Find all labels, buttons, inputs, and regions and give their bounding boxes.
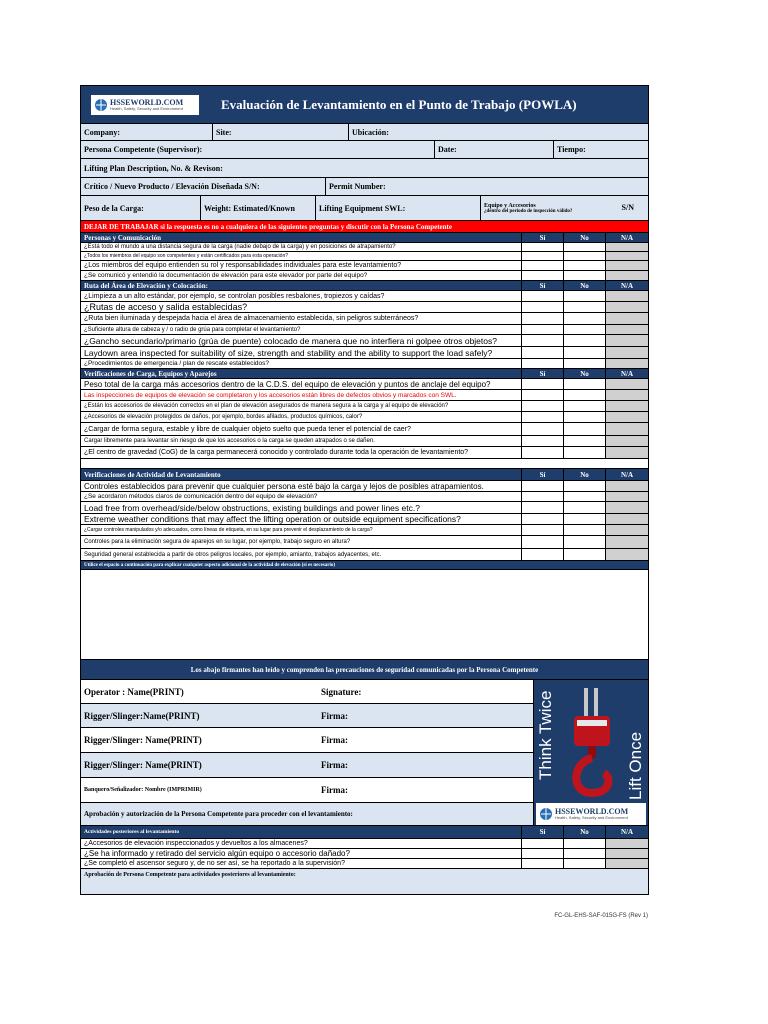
checkbox-no[interactable] <box>564 502 606 513</box>
checkbox-na[interactable] <box>606 325 648 334</box>
checkbox-na[interactable] <box>606 423 648 435</box>
checklist-row <box>81 379 648 390</box>
checkbox-si[interactable] <box>522 549 564 560</box>
powla-form <box>80 85 649 895</box>
checklist-question: ¿Los miembros del equipo entienden su rol y responsabilidades individuales para este levantamiento? <box>81 261 522 270</box>
checklist-question: ¿Limpieza a un alto estándar, por ejemplo, se controlan posibles resbalones, tropiezos y caídas? <box>81 291 522 301</box>
date-field[interactable]: Date: <box>435 141 554 158</box>
lift-once-text: Lift Once <box>626 731 645 800</box>
post-lift-section <box>81 826 648 869</box>
section-header <box>81 826 648 839</box>
checkbox-na[interactable] <box>606 302 648 312</box>
checkbox-no[interactable] <box>564 313 606 324</box>
checkbox-no[interactable] <box>564 302 606 312</box>
checklist-question: ¿Suficiente altura de cabeza y / o radio de grúa para completar el levantamiento? <box>81 325 522 334</box>
checklist-question: Cargar libremente para levantar sin riesgo de que los accesorios o la carga se queden atrapados o se dañen. <box>81 436 522 446</box>
operator-signature-field[interactable]: Signature: <box>321 686 362 697</box>
checkbox-na[interactable] <box>606 261 648 270</box>
checklist-question: Las inspecciones de equipos de elevación se completaron y los accesorios están libres de defectos obvios y marcados con SWL. <box>81 390 522 400</box>
col-si: Sí <box>522 469 564 480</box>
info-row-2 <box>81 141 648 159</box>
signoff-area <box>81 680 648 826</box>
col-si: Sí <box>522 369 564 378</box>
rigger2-name-field[interactable]: Rigger/Slinger: Name(PRINT) <box>84 735 202 745</box>
swl-field[interactable]: Lifting Equipment SWL: <box>316 196 481 220</box>
checkbox-si[interactable] <box>522 325 564 334</box>
checkbox-na[interactable] <box>606 549 648 560</box>
post-approval-field[interactable]: Aprobación de Persona Competente para actividades posteriores al levantamiento: <box>81 869 648 894</box>
checkbox-no[interactable] <box>564 335 606 346</box>
checklist-row <box>81 859 648 869</box>
checkbox-na[interactable] <box>606 347 648 358</box>
checklist-row <box>81 390 648 401</box>
checkbox-si[interactable] <box>522 401 564 411</box>
checklist-row <box>81 549 648 561</box>
equipment-label: Equipo y Accesorios <box>484 202 536 209</box>
checkbox-si[interactable] <box>522 261 564 270</box>
checklist-question: ¿Accesorios de elevación protegidos de daños, por ejemplo, bordes afilados, productos químicos, calor? <box>81 412 522 422</box>
comments-textarea[interactable] <box>81 570 648 660</box>
checkbox-no[interactable] <box>564 849 606 858</box>
checklist-question: ¿Rutas de acceso y salida establecidas? <box>81 302 522 312</box>
section-title: Verificaciones de Carga, Equipos y Aparejos <box>81 369 522 378</box>
checklist-row <box>81 525 648 536</box>
site-field[interactable]: Site: <box>213 124 349 140</box>
permit-field[interactable]: Permit Number: <box>329 182 386 191</box>
checkbox-si[interactable] <box>522 243 564 251</box>
checkbox-no[interactable] <box>564 379 606 389</box>
checkbox-no[interactable] <box>564 447 606 458</box>
checklist-row <box>81 302 648 313</box>
checklist-row <box>81 252 648 261</box>
checkbox-si[interactable] <box>522 412 564 422</box>
checkbox-no[interactable] <box>564 859 606 868</box>
form-title: Evaluación de Levantamiento en el Punto de Trabajo (POWLA) <box>221 96 577 112</box>
logo-subtitle: Health, Safety, Security and Environment <box>110 105 183 111</box>
col-si: Sí <box>522 826 564 838</box>
checklist-row <box>81 502 648 514</box>
col-na: N/A <box>620 233 634 242</box>
lifting-plan-field[interactable]: Lifting Plan Description, No. & Revison: <box>84 163 223 173</box>
section-header <box>81 233 648 243</box>
section-title: Verificaciones de Actividad de Levantamiento <box>81 469 522 480</box>
checklist-question: Seguridad general establecida a partir de otros peligros locales, por ejemplo, amianto, trabajos adyacentes, etc. <box>81 549 522 560</box>
checklist-question: Peso total de la carga más accesorios dentro de la C.D.S. del equipo de elevación y puntos de anclaje del equipo? <box>81 379 522 389</box>
checkbox-no[interactable] <box>564 390 606 400</box>
checkbox-na[interactable] <box>606 839 648 848</box>
checkbox-na[interactable] <box>606 379 648 389</box>
think-twice-banner <box>533 680 648 825</box>
globe-icon <box>94 98 108 112</box>
load-weight-field[interactable]: Peso de la Carga: <box>81 196 201 220</box>
checklist-sections <box>81 233 648 561</box>
checkbox-no[interactable] <box>564 243 606 251</box>
checkbox-si[interactable] <box>522 359 564 368</box>
checkbox-si[interactable] <box>522 849 564 858</box>
checkbox-no[interactable] <box>564 525 606 535</box>
checkbox-si[interactable] <box>522 514 564 524</box>
col-si: Sí <box>522 281 564 290</box>
checkbox-si[interactable] <box>522 291 564 301</box>
critical-field[interactable]: Crítico / Nuevo Producto / Elevación Diseñada S/N: <box>81 178 326 195</box>
checkbox-si[interactable] <box>522 536 564 548</box>
checkbox-na[interactable] <box>606 447 648 458</box>
checkbox-si[interactable] <box>522 335 564 346</box>
col-na: N/A <box>620 828 634 836</box>
col-no: No <box>564 281 606 290</box>
col-na: N/A <box>620 281 634 290</box>
checklist-row <box>81 271 648 281</box>
stop-work-warning: DEJAR DE TRABAJAR si la respuesta es no a cualquiera de las siguientes preguntas y discutir con la Persona Competente <box>81 221 648 233</box>
checklist-row <box>81 347 648 359</box>
checkbox-na[interactable] <box>606 514 648 524</box>
checkbox-si[interactable] <box>522 447 564 458</box>
checklist-row <box>81 359 648 369</box>
checkbox-na[interactable] <box>606 401 648 411</box>
checkbox-si[interactable] <box>522 859 564 868</box>
checklist-question: ¿Cargar controles manipulados y/o adecuados, como líneas de etiqueta, en su lugar para prevenir el desplazamiento de la carga? <box>81 525 522 535</box>
checklist-question: ¿Están los accesorios de elevación correctos en el plan de elevación asegurados de manera segura a la carga y al equipo de elevación? <box>81 401 522 411</box>
checkbox-na[interactable] <box>606 271 648 280</box>
checkbox-na[interactable] <box>606 436 648 446</box>
info-row-3 <box>81 159 648 178</box>
weight-type-field[interactable]: Weight: Estimated/Known <box>201 196 316 220</box>
checkbox-si[interactable] <box>522 839 564 848</box>
checklist-row <box>81 514 648 525</box>
checklist-row <box>81 291 648 302</box>
checkbox-si[interactable] <box>522 252 564 260</box>
signoff-banner: Los abajo firmantes han leído y comprenden las precauciones de seguridad comunicadas por la Persona Competente <box>81 660 648 680</box>
checkbox-no[interactable] <box>564 492 606 501</box>
checkbox-na[interactable] <box>606 390 648 400</box>
checkbox-si[interactable] <box>522 492 564 501</box>
info-row-1 <box>81 124 648 141</box>
checkbox-na[interactable] <box>606 492 648 501</box>
rigger1-signature-field[interactable]: Firma: <box>321 710 348 721</box>
checklist-row <box>81 313 648 325</box>
info-row-5 <box>81 196 648 221</box>
col-no: No <box>564 369 606 378</box>
checkbox-no[interactable] <box>564 347 606 358</box>
checklist-row <box>81 536 648 549</box>
checklist-question: Load free from overhead/side/below obstructions, existing buildings and power lines etc.? <box>81 502 522 513</box>
checkbox-no[interactable] <box>564 291 606 301</box>
checkbox-si[interactable] <box>522 271 564 280</box>
checkbox-no[interactable] <box>564 252 606 260</box>
checklist-question: ¿Todos los miembros del equipo son competentes y están certificados para esta operación? <box>81 252 522 260</box>
checklist-question: Laydown area inspected for suitability of size, strength and stability and the ability to support the load safely? <box>81 347 522 358</box>
checklist-question: Controles establecidos para prevenir que cualquier persona esté bajo la carga y lejos de posibles atrapamientos. <box>81 481 522 491</box>
checkbox-no[interactable] <box>564 481 606 491</box>
banner-logo-subtitle: Health, Safety, Security and Environment <box>555 815 628 820</box>
col-na: N/A <box>620 470 634 479</box>
col-na: N/A <box>620 369 634 378</box>
equipment-question: ¿dentro del periodo de inspección válido? <box>484 208 573 214</box>
section-header <box>81 281 648 291</box>
approval-field[interactable]: Aprobación y autorización de la Persona Competente para proceder con el levantamiento: <box>84 810 353 818</box>
rigger3-signature-field[interactable]: Firma: <box>321 760 348 770</box>
banksman-name-field[interactable]: Banquero/Señalizador: Nombre (IMPRIMIR) <box>84 787 202 793</box>
checkbox-na[interactable] <box>606 359 648 368</box>
sn-label: S/N <box>621 203 634 212</box>
checkbox-no[interactable] <box>564 412 606 422</box>
location-field[interactable]: Ubicación: <box>352 127 389 137</box>
col-si: Sí <box>522 233 564 242</box>
checkbox-no[interactable] <box>564 839 606 848</box>
checklist-row <box>81 849 648 859</box>
checklist-question: ¿Procedimientos de emergencia / plan de rescate establecidos? <box>81 359 522 368</box>
checkbox-na[interactable] <box>606 252 648 260</box>
logo-text: HSSEWORLD.COM <box>110 97 184 107</box>
checkbox-na[interactable] <box>606 525 648 535</box>
checkbox-no[interactable] <box>564 359 606 368</box>
section-header <box>81 369 648 379</box>
company-field[interactable]: Company: <box>81 124 213 140</box>
comments-label: Utilice el espacio a continuación para explicar cualquier aspecto adicional de la actividad de elevación (si es necesario) <box>81 561 648 570</box>
section-title: Personas y Comunicación <box>81 233 522 242</box>
checklist-row <box>81 447 648 459</box>
checkbox-na[interactable] <box>606 481 648 491</box>
checkbox-no[interactable] <box>564 536 606 548</box>
checkbox-si[interactable] <box>522 525 564 535</box>
checkbox-no[interactable] <box>564 271 606 280</box>
section-title: Ruta del Área de Elevación y Colocación: <box>81 281 522 290</box>
document-code: FC-GL-EHS-SAF-015G-FS (Rev 1) <box>554 913 648 919</box>
checkbox-na[interactable] <box>606 849 648 858</box>
checkbox-si[interactable] <box>522 481 564 491</box>
checkbox-na[interactable] <box>606 536 648 548</box>
checkbox-no[interactable] <box>564 514 606 524</box>
checklist-question: Extreme weather conditions that may affect the lifting operation or outside equipment specifications? <box>81 514 522 524</box>
checklist-question: ¿Ruta bien iluminada y despejada hacia el área de almacenamiento establecida, sin peligros subterráneos? <box>81 313 522 324</box>
checkbox-na[interactable] <box>606 313 648 324</box>
section-title: Actividades posteriores al levantamiento <box>81 826 522 838</box>
checklist-row <box>81 423 648 436</box>
section-header <box>81 469 648 481</box>
operator-name-field[interactable]: Operator : Name(PRINT) <box>84 686 184 697</box>
checklist-question: ¿Se comunicó y entendió la documentación de elevación para este elevador por parte del equipo? <box>81 271 522 280</box>
checkbox-na[interactable] <box>606 412 648 422</box>
checklist-row <box>81 325 648 335</box>
checklist-question: ¿El centro de gravedad (CoG) de la carga permanecerá conocido y controlado durante toda la operación de levantamiento? <box>81 447 522 458</box>
checklist-question: ¿Se completó el ascensor seguro y, de no ser así, se ha reportado a la supervisión? <box>81 859 522 868</box>
checklist-question: Controles para la eliminación segura de aparejos en su lugar, por ejemplo, trabajo seguro en altura? <box>81 536 522 548</box>
checklist-question: ¿Está todo el mundo a una distancia segura de la carga (nadie debajo de la carga) y en posiciones de atrapamiento? <box>81 243 522 251</box>
checkbox-na[interactable] <box>606 859 648 868</box>
checklist-row <box>81 243 648 252</box>
checklist-row <box>81 436 648 447</box>
globe-icon <box>539 807 553 821</box>
banksman-signature-field[interactable]: Firma: <box>321 785 348 795</box>
rigger2-signature-field[interactable]: Firma: <box>321 735 348 745</box>
checklist-row <box>81 839 648 849</box>
rigger3-name-field[interactable]: Rigger/Slinger: Name(PRINT) <box>84 760 202 770</box>
checkbox-si[interactable] <box>522 302 564 312</box>
checkbox-no[interactable] <box>564 549 606 560</box>
checkbox-si[interactable] <box>522 436 564 446</box>
checklist-row <box>81 335 648 347</box>
checklist-row <box>81 261 648 271</box>
checkbox-no[interactable] <box>564 325 606 334</box>
col-no: No <box>564 469 606 480</box>
banner-logo <box>536 803 646 825</box>
col-no: No <box>564 826 606 838</box>
form-header <box>81 86 648 124</box>
checklist-row <box>81 401 648 412</box>
checkbox-si[interactable] <box>522 347 564 358</box>
checkbox-si[interactable] <box>522 313 564 324</box>
col-no: No <box>564 233 606 242</box>
checkbox-no[interactable] <box>564 423 606 435</box>
checkbox-si[interactable] <box>522 390 564 400</box>
checkbox-na[interactable] <box>606 243 648 251</box>
checkbox-si[interactable] <box>522 502 564 513</box>
checklist-question: ¿Cargar de forma segura, estable y libre de cualquier objeto suelto que pueda tener el potencial de caer? <box>81 423 522 435</box>
section-spacer <box>81 459 648 469</box>
rigger1-name-field[interactable]: Rigger/Slinger:Name(PRINT) <box>84 710 200 721</box>
checkbox-na[interactable] <box>606 502 648 513</box>
checklist-row <box>81 492 648 502</box>
checklist-question: ¿Se ha informado y retirado del servicio algún equipo o accesorio dañado? <box>81 849 522 858</box>
checkbox-na[interactable] <box>606 335 648 346</box>
banner-logo-text: HSSEWORLD.COM <box>555 807 629 816</box>
checkbox-no[interactable] <box>564 261 606 270</box>
logo <box>81 86 201 123</box>
checkbox-no[interactable] <box>564 436 606 446</box>
checkbox-si[interactable] <box>522 423 564 435</box>
checklist-question: ¿Se acordaron métodos claros de comunicación dentro del equipo de elevación? <box>81 492 522 501</box>
checklist-row <box>81 481 648 492</box>
time-field[interactable]: Tiempo: <box>557 145 586 154</box>
info-row-4 <box>81 178 648 196</box>
supervisor-field[interactable]: Persona Competente (Supervisor): <box>81 141 435 158</box>
checkbox-na[interactable] <box>606 291 648 301</box>
equipment-field[interactable] <box>481 196 648 220</box>
crane-hook-icon <box>562 688 622 798</box>
checkbox-si[interactable] <box>522 379 564 389</box>
think-twice-text: Think Twice <box>536 690 555 780</box>
checklist-question: ¿Gancho secundario/primario (grúa de puente) colocado de manera que no interfiera ni golpee otros objetos? <box>81 335 522 346</box>
checklist-question: ¿Accesorios de elevación inspeccionados y devueltos a los almacenes? <box>81 839 522 848</box>
checklist-row <box>81 412 648 423</box>
checkbox-no[interactable] <box>564 401 606 411</box>
